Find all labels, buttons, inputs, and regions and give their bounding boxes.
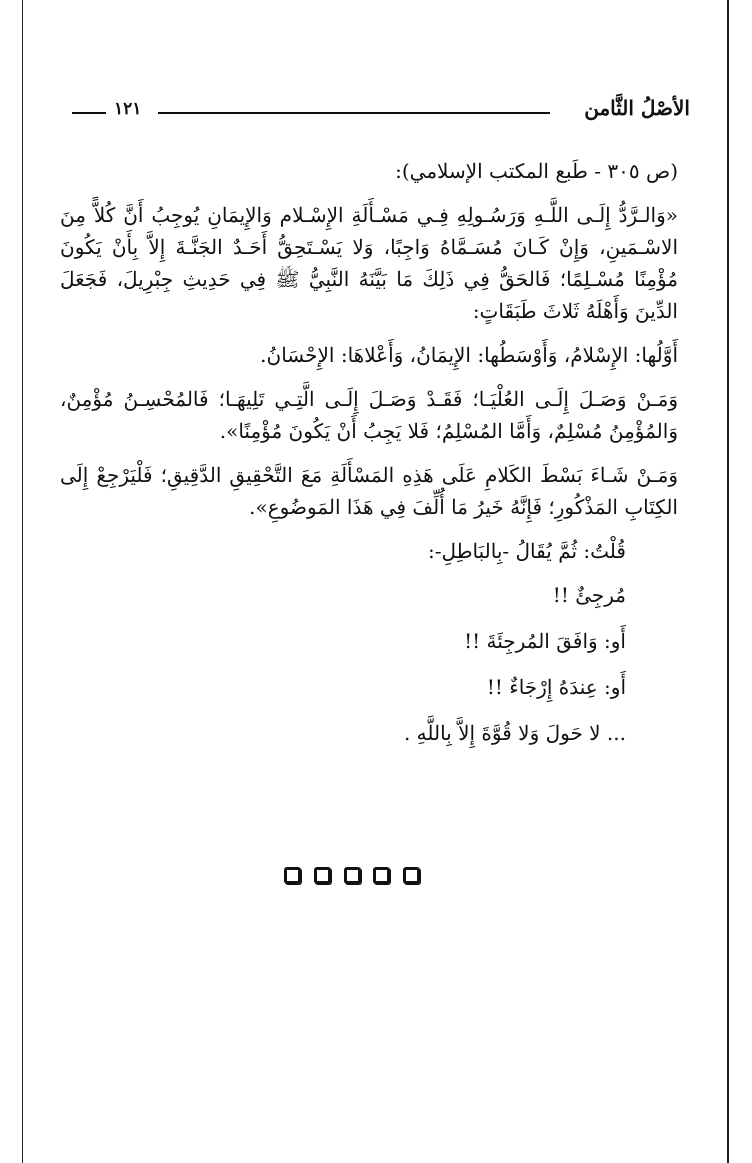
page-body (60, 155, 696, 761)
quote-paragraph: «وَالـرَّدُّ إِلَـى اللَّـهِ وَرَسُـولِهِ فِـي مَسْـأَلَةِ الإِسْـلام وَالإِيمَانِ يُوجِبُ أَنَّ كُلاًّ مِنَ الاسْـمَينِ، وَإِنْ كَـانَ مُسَـمَّاهُ وَاجِبًا، وَلا يَسْـتَحِقُّ أَحَـدٌ الجَنَّـةَ إِلاَّ بِأَنْ يَكُونَ مُؤْمِنًا مُسْـلِمًا؛ فَالحَقُّ فِي ذَلِكَ مَا بَيَّنَهُ النَّبِيُّ ﷺ فِي حَدِيثِ جِبْرِيلَ، فَجَعَلَ الدِّينَ وَأَهْلَهُ ثَلاثَ طَبَقَاتٍ: (60, 203, 678, 323)
page-number: ١٢١ (114, 99, 142, 119)
ornament-box (344, 867, 361, 884)
irja-line: أَو: عِندَهُ إِرْجَاءٌ !! (486, 675, 626, 699)
source-note: (ص ٣٠٥ - طَبع المكتب الإسلامي): (395, 159, 678, 183)
page-border-left (22, 0, 23, 1163)
murji-line: مُرجِئٌ !! (552, 583, 626, 607)
murjia-line: أَو: وَافَقَ المُرجِئَةَ !! (464, 629, 626, 653)
closing-line: ... لا حَولَ وَلا قُوَّةَ إِلاَّ بِاللَّهِ . (403, 721, 626, 745)
qultu-line: قُلْتُ: ثُمَّ يُقَالُ -بِالبَاطِلِ-: (427, 539, 626, 563)
reference-paragraph: وَمَـنْ شَـاءَ بَسْطَ الكَلامِ عَلَى هَذِهِ المَسْأَلَةِ مَعَ التَّحْقِيقِ الدَّقِيقِ؛ فَلْيَرْجِعْ إِلَى الكِتَابِ المَذْكُورِ؛ فَإِنَّهُ خَيرُ مَا أُلِّفَ فِي هَذَا المَوضُوعِ». (60, 463, 678, 519)
ornament-box (373, 867, 390, 884)
end-ornament (284, 867, 420, 891)
ornament-box (403, 867, 420, 884)
ornament-box (314, 867, 331, 884)
page-border-right (727, 0, 729, 1163)
reaching-paragraph: وَمَـنْ وَصَـلَ إِلَـى العُلْيَـا؛ فَقَـدْ وَصَـلَ إِلَـى الَّتِـي تَلِيهَـا؛ فَالمُحْسِـنُ مُؤْمِنٌ، وَالمُؤْمِنُ مُسْلِمٌ، وَأَمَّا المُسْلِمُ؛ فَلا يَجِبُ أَنْ يَكُونَ مُؤْمِنًا». (60, 387, 678, 443)
running-title: الأصْلُ الثَّامن (584, 96, 690, 120)
page-header (70, 92, 690, 132)
header-rule-left (72, 112, 106, 114)
levels-line: أَوَّلُها: الإِسْلامُ، وَأَوْسَطُها: الإِيمَانُ، وَأَعْلاهَا: الإِحْسَانُ. (260, 343, 678, 367)
ornament-box (284, 867, 301, 884)
header-rule-main (158, 112, 550, 114)
